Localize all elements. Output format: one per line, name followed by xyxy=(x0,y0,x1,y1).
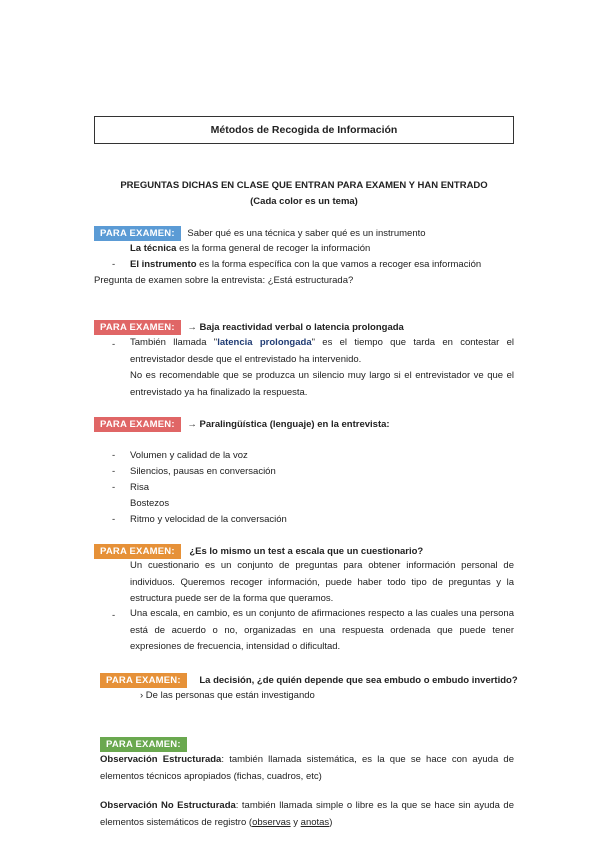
section-3-heading: → Paralingüística (lenguaje) en la entrevista: xyxy=(187,419,390,430)
text-fragment: : también llamada sistemática, es la que se hace con ayuda de elementos técnicos apropiados (fichas, cuadros, etc) xyxy=(100,754,515,782)
latencia-paragraph-2: No es recomendable que se produzca un silencio muy largo si el entrevistador ve que el entrevistado ya ha finalizado la respuesta. xyxy=(130,370,514,398)
section-4-heading: ¿Es lo mismo un test a escala que un cuestionario? xyxy=(189,546,424,557)
main-heading: PREGUNTAS DICHAS EN CLASE QUE ENTRAN PARA EXAMEN Y HAN ENTRADO xyxy=(120,180,488,191)
exam-tag-orange: PARA EXAMEN: xyxy=(100,673,187,688)
text-fragment: ) xyxy=(329,816,333,828)
underlined-word: anotas xyxy=(300,816,330,828)
section-2-heading: → Baja reactividad verbal o latencia prolongada xyxy=(187,322,404,333)
bullet-dash: - xyxy=(112,466,116,477)
section-1-header xyxy=(94,226,426,241)
section-1-intro: Saber qué es una técnica y saber qué es un instrumento xyxy=(187,228,426,239)
section-5-heading: La decisión, ¿de quién depende que sea embudo o embudo invertido? xyxy=(199,675,518,686)
instrumento-line xyxy=(130,258,481,271)
list-item: Silencios, pausas en conversación xyxy=(130,466,276,477)
bullet-dash: - xyxy=(112,610,116,621)
latencia-highlight: latencia prolongada xyxy=(217,337,312,348)
observacion-no-estructurada-term: Observación No Estructurada xyxy=(100,800,236,811)
bullet-dash: - xyxy=(112,514,116,525)
escala-paragraph: Una escala, en cambio, es un conjunto de afirmaciones respecto a las cuales una persona está de acuerdo o no, organizadas en una respuesta ordenada que puede tener expresiones de frecuencia, intensidad o dificultad. xyxy=(130,608,514,652)
list-item: Risa xyxy=(130,482,150,493)
section-3-header xyxy=(94,417,390,432)
bullet-dash: - xyxy=(112,259,116,270)
section-5-header xyxy=(100,673,518,688)
section-6-header xyxy=(100,737,187,752)
observacion-estructurada xyxy=(100,752,514,785)
bullet-dash: - xyxy=(112,482,116,493)
text-fragment: " es el tiempo que tarda en contestar el entrevistador desde que el entrevistado ha intervenido. xyxy=(130,337,514,365)
text-fragment: : también llamada simple o libre es la que se hace sin ayuda de elementos sistemáticos de registro ( xyxy=(100,800,514,828)
section-4-header xyxy=(94,544,423,559)
observacion-estructurada-term: Observación Estructurada xyxy=(100,754,222,765)
document-title-box xyxy=(94,116,514,144)
pregunta-line: Pregunta de examen sobre la entrevista: ¿Está estructurada? xyxy=(94,275,354,286)
list-item: Volumen y calidad de la voz xyxy=(130,450,248,461)
section-5-answer: › De las personas que están investigando xyxy=(140,690,315,701)
observacion-no-estructurada xyxy=(100,798,514,831)
instrumento-definition: es la forma específica con la que vamos a recoger esa información xyxy=(196,259,482,270)
tecnica-term: La técnica xyxy=(130,243,177,254)
cuestionario-paragraph: Un cuestionario es un conjunto de preguntas para obtener información personal de individuos. Queremos recoger información, puede haber todo tipo de preguntas y la estructura puede ser de la forma que queramos. xyxy=(130,560,514,604)
list-item: Bostezos xyxy=(130,498,170,509)
exam-tag-green: PARA EXAMEN: xyxy=(100,737,187,752)
text-fragment: También llamada " xyxy=(130,337,218,348)
latencia-paragraph xyxy=(130,335,514,368)
bullet-dash: - xyxy=(112,339,116,350)
document-title: Métodos de Recogida de Información xyxy=(210,124,398,136)
tecnica-definition: es la forma general de recoger la información xyxy=(176,243,371,254)
instrumento-term: El instrumento xyxy=(130,259,197,270)
list-item: Ritmo y velocidad de la conversación xyxy=(130,514,287,525)
section-2-header xyxy=(94,320,404,335)
exam-tag-blue: PARA EXAMEN: xyxy=(94,226,181,241)
tecnica-line xyxy=(130,242,370,255)
bullet-dash: - xyxy=(112,450,116,461)
exam-tag-orange: PARA EXAMEN: xyxy=(94,544,181,559)
exam-tag-red: PARA EXAMEN: xyxy=(94,320,181,335)
sub-heading: (Cada color es un tema) xyxy=(250,196,358,207)
exam-tag-red: PARA EXAMEN: xyxy=(94,417,181,432)
text-fragment: y xyxy=(290,816,301,828)
underlined-word: observas xyxy=(252,816,291,828)
